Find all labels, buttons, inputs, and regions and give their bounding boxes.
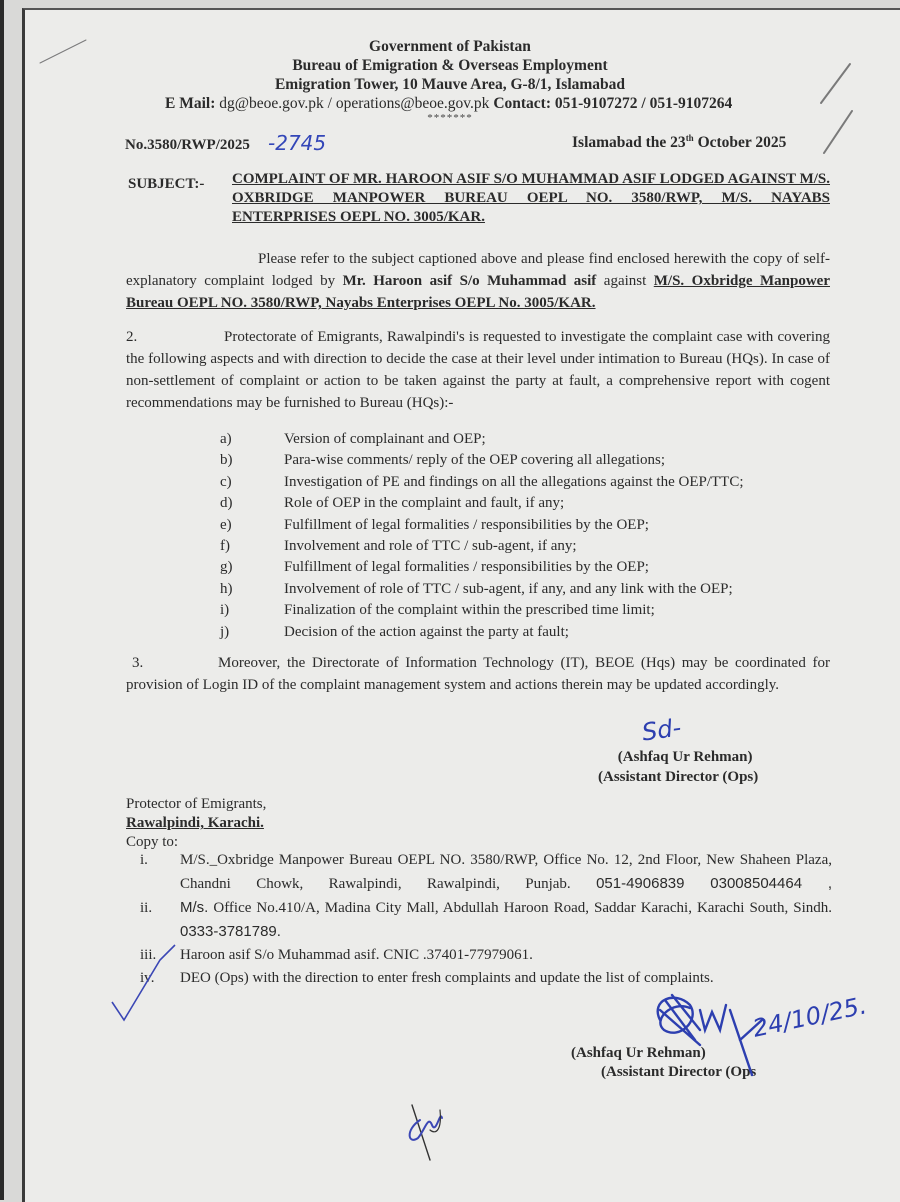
scan-edge: [0, 0, 4, 1200]
copy-to-phone: 0333-3781789.: [180, 923, 281, 940]
copy-to-address: M/S._Oxbridge Manpower Bureau OEPL NO. 3580/RWP, Office No. 12, 2nd Floor, New Shaheen Plaza, Chandni Chowk, Rawalpindi, Rawalpindi, Punjab.: [180, 852, 832, 892]
aspect-item: [220, 579, 820, 600]
copy-to-list: [140, 848, 832, 988]
paragraph-2: [126, 326, 830, 414]
aspect-text: Involvement and role of TTC / sub-agent, if any;: [284, 538, 577, 555]
signatory-title: (Assistant Director (Ops): [598, 769, 759, 785]
copy-to-text: [180, 896, 832, 944]
handwritten-sd-mark: Sd-: [640, 713, 683, 747]
copy-to-label: Copy to:: [126, 834, 179, 850]
paragraph-3-number: 3.: [132, 655, 144, 671]
email-addresses: dg@beoe.gov.pk / operations@beoe.gov.pk: [219, 95, 490, 112]
copy-to-item: [140, 946, 832, 965]
aspect-label: i): [220, 602, 230, 619]
aspects-list: [220, 429, 820, 643]
aspect-item: [220, 515, 820, 536]
paragraph-1-text: Please refer to the subject captioned above and please find enclosed herewith the copy of self-explanatory complaint lodged by: [126, 251, 830, 289]
copy-to-text: Haroon asif S/o Muhammad asif. CNIC .37401-77979061.: [180, 947, 533, 963]
paragraph-1-against: against: [596, 273, 654, 289]
handwritten-diary-number: -2745: [268, 131, 327, 155]
paragraph-3-text: Moreover, the Directorate of Information Technology (IT), BEOE (Hqs) may be coordinated for provision of Login ID of the complaint management system and actions therein may be updated accordingly.: [126, 655, 830, 693]
signature-block-2: [571, 1044, 756, 1082]
addressee-office: Protector of Emigrants,: [126, 796, 267, 812]
aspect-text: Fulfillment of legal formalities / responsibilities by the OEP;: [284, 559, 649, 576]
paragraph-1: [126, 248, 830, 314]
aspect-text: Investigation of PE and findings on all the allegations against the OEP/TTC;: [284, 473, 744, 490]
complainant-name: Mr. Haroon asif S/o Muhammad asif: [342, 273, 597, 289]
paragraph-3: [126, 652, 830, 696]
aspect-text: Version of complainant and OEP;: [284, 431, 486, 447]
copy-to-item: [140, 969, 832, 988]
subject-text: COMPLAINT OF MR. HAROON ASIF S/O MUHAMMAD ASIF LODGED AGAINST M/S. OXBRIDGE MANPOWER BUREAU OEPL NO. 3580/RWP, M/S. NAYABS ENTERPRISES OEPL NO. 3005/KAR.: [232, 171, 830, 225]
copy-to-item: [140, 896, 832, 944]
signatory-name: (Ashfaq Ur Rehman): [571, 1045, 706, 1061]
copy-to-phone: 051-4906839 03008504464 ,: [596, 875, 833, 892]
aspect-item: [220, 450, 820, 471]
aspect-label: f): [220, 538, 230, 555]
signatory-title: (Assistant Director (Ops: [601, 1064, 757, 1080]
subject-label: SUBJECT:-: [128, 176, 205, 192]
aspect-text: Role of OEP in the complaint and fault, if any;: [284, 495, 565, 512]
email-label: E Mail:: [165, 95, 216, 112]
copy-to-number: i.: [140, 852, 148, 868]
aspect-label: c): [220, 473, 232, 490]
contact-numbers: Contact: 051-9107272 / 051-9107264: [493, 95, 733, 112]
aspect-item: [220, 557, 820, 578]
date-suffix: th: [685, 133, 694, 143]
aspect-label: g): [220, 559, 233, 576]
separator: *******: [427, 112, 473, 124]
copy-to-text: DEO (Ops) with the direction to enter fresh complaints and update the list of complaints.: [180, 970, 714, 986]
aspect-item: [220, 622, 820, 643]
reference-number: No.3580/RWP/2025: [125, 137, 250, 153]
letterhead-contact: [165, 94, 805, 114]
copy-to-text: [180, 848, 832, 896]
aspect-text: Para-wise comments/ reply of the OEP covering all allegations;: [284, 452, 666, 469]
letterhead-address: Emigration Tower, 10 Mauve Area, G-8/1, Islamabad: [274, 76, 626, 93]
letterhead-bureau: Bureau of Emigration & Overseas Employment: [292, 57, 608, 74]
signature-block-1: [598, 747, 759, 787]
aspect-text: Finalization of the complaint within the prescribed time limit;: [284, 602, 655, 619]
aspect-item: [220, 600, 820, 621]
respondent-oeps: M/S. Oxbridge Manpower Bureau OEPL NO. 3580/RWP, Nayabs Enterprises OEPL No. 3005/KAR.: [126, 273, 830, 311]
copy-to-number: iv.: [140, 970, 155, 986]
copy-to-item: [140, 848, 832, 896]
handwritten-date: 24/10/25.: [750, 991, 870, 1043]
aspect-label: h): [220, 580, 233, 597]
copy-to-prefix: M/s.: [180, 899, 209, 916]
aspect-text: Involvement of role of TTC / sub-agent, if any, and any link with the OEP;: [284, 580, 733, 597]
aspect-item: [220, 472, 820, 493]
date-day: Islamabad the 23: [572, 134, 686, 152]
signatory-name: (Ashfaq Ur Rehman): [617, 749, 753, 765]
aspect-label: b): [220, 452, 233, 469]
aspect-text: Decision of the action against the party at fault;: [284, 623, 569, 640]
paragraph-2-number: 2.: [126, 329, 138, 345]
aspect-label: e): [220, 516, 232, 533]
aspect-label: j): [220, 623, 230, 640]
aspect-label: a): [220, 431, 232, 447]
addressee-block: [126, 795, 266, 852]
date-month-year: October 2025: [693, 134, 787, 152]
aspect-item: [220, 536, 820, 557]
aspect-text: Fulfillment of legal formalities / responsibilities by the OEP;: [284, 516, 649, 533]
aspect-item: [220, 493, 820, 514]
copy-to-number: ii.: [140, 900, 153, 916]
aspect-item: [220, 429, 820, 450]
aspect-label: d): [220, 495, 233, 512]
paragraph-2-text: Protectorate of Emigrants, Rawalpindi's is requested to investigate the complaint case with covering the following aspects and with direction to decide the case at their level under intimation to Bureau (HQs). In case of non-settlement of complaint or action to be taken against the party at fault, a comprehensive report with cogent recommendations may be furnished to Bureau (HQs):-: [126, 329, 830, 411]
copy-to-address: Office No.410/A, Madina City Mall, Abdullah Haroon Road, Saddar Karachi, Karachi South, Sindh.: [213, 900, 832, 916]
letterhead-government: Government of Pakistan: [369, 38, 531, 55]
addressee-cities: Rawalpindi, Karachi.: [126, 815, 264, 831]
copy-to-number: iii.: [140, 947, 157, 963]
letter-date: [572, 133, 786, 152]
